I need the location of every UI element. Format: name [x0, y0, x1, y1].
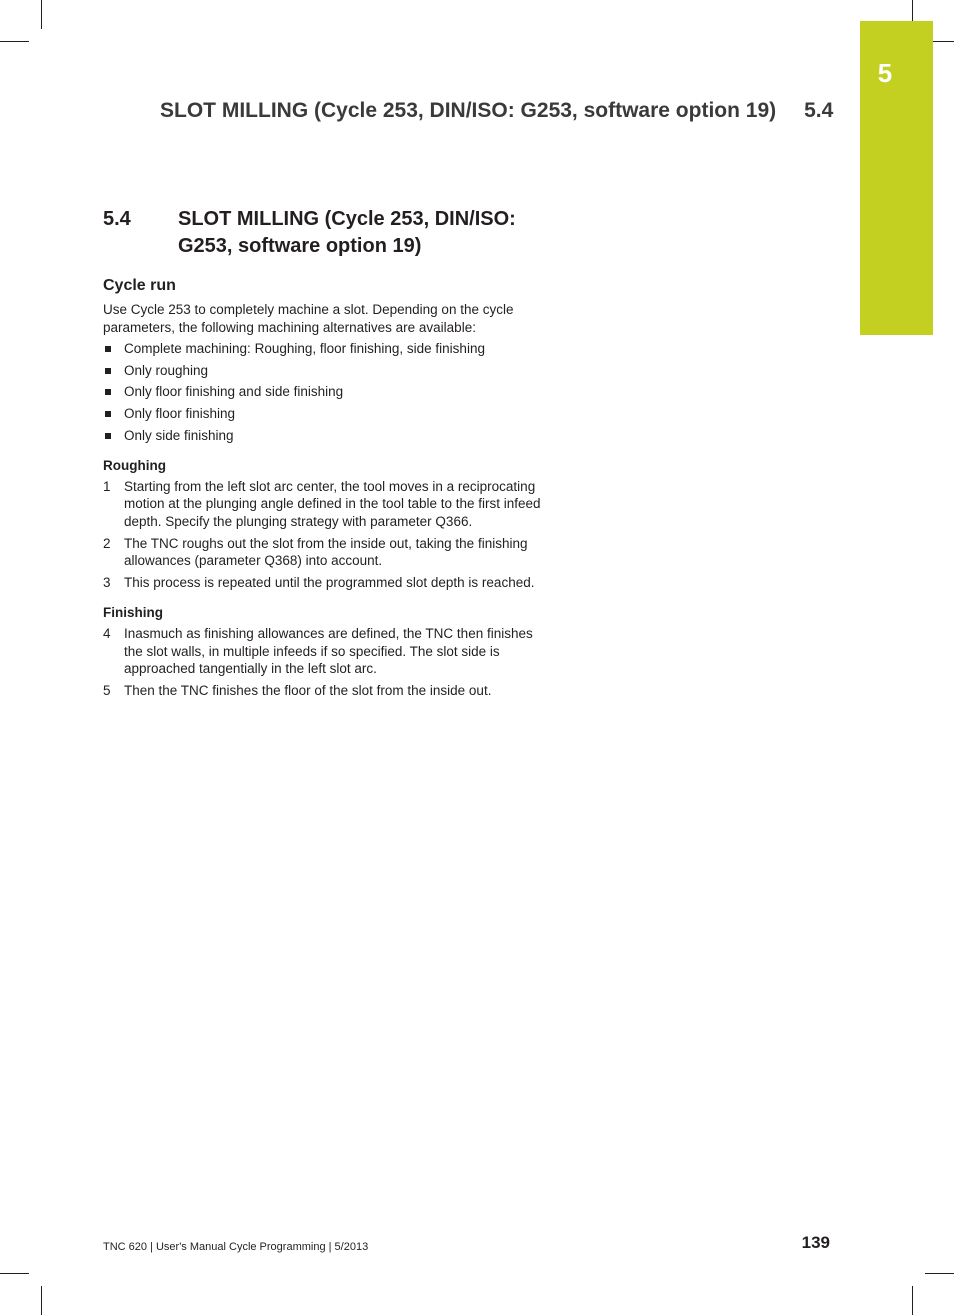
running-head-section: 5.4: [804, 99, 834, 122]
list-item-text: Only side finishing: [124, 427, 234, 443]
step-number: 3: [103, 574, 111, 590]
finishing-heading: Finishing: [103, 605, 163, 621]
list-item: [103, 362, 553, 380]
crop-mark: [0, 41, 29, 42]
list-item: [103, 405, 553, 423]
bullet-icon: [105, 433, 111, 439]
bullet-icon: [105, 368, 111, 374]
step-item: [103, 625, 553, 678]
running-head-title: SLOT MILLING (Cycle 253, DIN/ISO: G253, software option 19): [160, 99, 777, 122]
running-head: [160, 98, 834, 124]
roughing-steps: [103, 478, 553, 592]
step-number: 4: [103, 625, 111, 641]
step-number: 5: [103, 682, 111, 698]
body-content: [103, 277, 553, 703]
step-item: [103, 574, 553, 592]
list-item-text: Only floor finishing: [124, 405, 236, 421]
chapter-number: 5: [877, 58, 893, 88]
step-text: This process is repeated until the programmed slot depth is reached.: [124, 574, 535, 590]
section-title: SLOT MILLING (Cycle 253, DIN/ISO: G253, software option 19): [178, 208, 516, 257]
bullet-icon: [105, 411, 111, 417]
section-number: 5.4: [103, 208, 131, 230]
step-text: Inasmuch as finishing allowances are defined, the TNC then finishes the slot walls, in multiple infeeds if so specified. The slot side is approached tangentially in the left slot arc.: [124, 625, 533, 677]
cycle-run-heading: Cycle run: [103, 277, 176, 294]
bullet-icon: [105, 346, 111, 352]
step-text: Starting from the left slot arc center, the tool moves in a reciprocating motion at the plunging angle defined in the tool table to the first infeed depth. Specify the plunging strategy with parameter Q366.: [124, 478, 541, 529]
step-number: 1: [103, 478, 111, 494]
step-item: [103, 478, 553, 531]
step-item: [103, 682, 553, 700]
crop-mark: [912, 1286, 913, 1315]
alternatives-list: [103, 340, 553, 444]
crop-mark: [41, 0, 42, 29]
list-item: [103, 340, 553, 358]
page-number: 139: [801, 1233, 830, 1252]
crop-mark: [925, 1273, 954, 1274]
step-text: The TNC roughs out the slot from the inside out, taking the finishing allowances (parameter Q368) into account.: [124, 535, 528, 569]
roughing-heading: Roughing: [103, 458, 166, 474]
list-item: [103, 427, 553, 445]
crop-mark: [0, 1273, 29, 1274]
step-item: [103, 535, 553, 570]
bullet-icon: [105, 389, 111, 395]
step-text: Then the TNC finishes the floor of the slot from the inside out.: [124, 682, 492, 698]
crop-mark: [41, 1286, 42, 1315]
cycle-run-intro: Use Cycle 253 to completely machine a slot. Depending on the cycle parameters, the following machining alternatives are available:: [103, 302, 514, 335]
list-item-text: Complete machining: Roughing, floor finishing, side finishing: [124, 341, 485, 357]
list-item-text: Only floor finishing and side finishing: [124, 384, 344, 400]
list-item-text: Only roughing: [124, 362, 209, 378]
list-item: [103, 383, 553, 401]
finishing-steps: [103, 625, 553, 699]
step-number: 2: [103, 535, 111, 551]
footer-text: TNC 620 | User's Manual Cycle Programming | 5/2013: [103, 1241, 369, 1253]
